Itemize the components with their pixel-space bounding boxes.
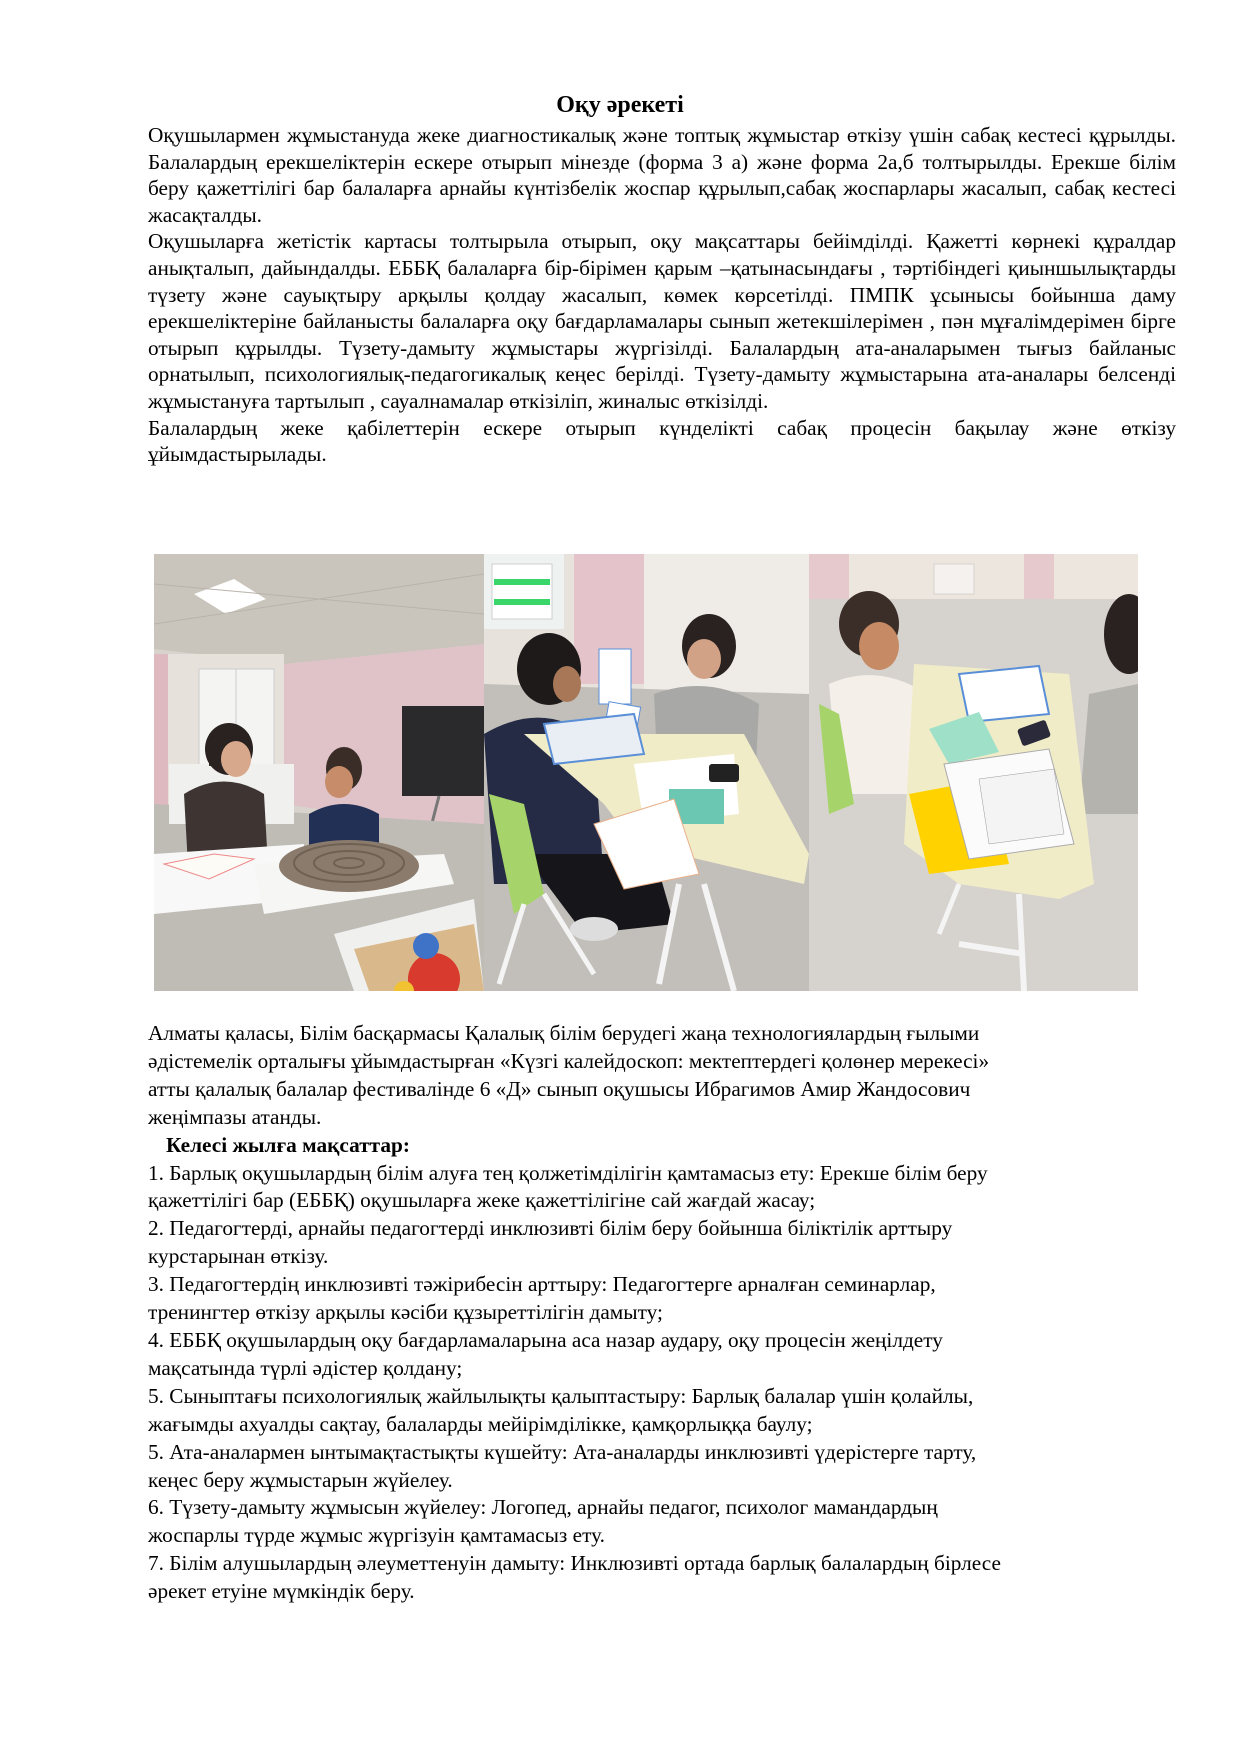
goal-line: әрекет етуіне мүмкіндік беру. — [148, 1579, 415, 1604]
goal-line: 4. ЕББҚ оқушылардың оқу бағдарламаларына аса назар аудару, оқу процесін жеңілдету — [148, 1327, 943, 1352]
achievement-line: атты қалалық балалар фестивалінде 6 «Д» сынып оқушысы Ибрагимов Амир Жандосович — [148, 1076, 971, 1101]
photo-boy-working-with-papers — [809, 554, 1138, 991]
paragraph: Балалардың жеке қабілеттерін ескере отырып күнделікті сабақ процесін бақылау және өткізу ұйымдастырылады. — [148, 415, 1176, 467]
goal-line: жоспарлы түрде жұмыс жүргізуін қамтамасыз ету. — [148, 1523, 605, 1548]
goal-line: 7. Білім алушылардың әлеуметтенуін дамыту: Инклюзивті ортада барлық балалардың бірлесе — [148, 1551, 1001, 1576]
paragraph: Оқушыларға жетістік картасы толтырыла отырып, оқу мақсаттары бейімділді. Қажетті көрнекі құралдар анықталып, дайындалды. ЕББҚ балаларға бір-бірімен қарым –қатынасындағы , тәртібіндегі қиыншылықтарды түзету және сауықтыру арқылы қолдау жасалып, көмек көрсетілді. ПМПК ұсынысы бойынша даму ерекшеліктеріне байланысты балаларға оқу бағдарламалары сынып жетекшілерімен , пән мұғалімдерімен бірге отырып құрылды. Түзету-дамыту жұмыстары жүргізілді. Балалардың ата-аналарымен тығыз байланыс орнатылып, психологиялық-педагогикалық кеңес берілді. Түзету-дамыту жұмыстарына ата-аналары белсенді жұмыстануға тартылып , сауалнамалар өткізіліп, жиналыс өткізілді. — [148, 229, 1176, 413]
goal-line: 3. Педагогтердің инклюзивті тәжірибесін арттыру: Педагогтерге арналған семинарлар, — [148, 1272, 936, 1297]
photo-collage — [154, 554, 1138, 991]
goals-heading: Келесі жылға мақсаттар: — [166, 1132, 410, 1157]
section-activity-text — [148, 122, 1176, 468]
achievement-line: әдістемелік орталығы ұйымдастырған «Күзгі калейдоскоп: мектептердегі қолөнер мерекесі» — [148, 1048, 990, 1073]
photo-teacher-with-card — [484, 554, 809, 991]
achievement-line: Алматы қаласы, Білім басқармасы Қалалық білім берудегі жаңа технологиялардың ғылыми — [148, 1021, 980, 1045]
goal-line: 5. Ата-аналармен ынтымақтастықты күшейту: Ата-аналарды инклюзивті үдерістерге тарту, — [148, 1439, 977, 1464]
section-achievements-and-goals — [148, 1020, 1188, 1606]
goal-line: 5. Сыныптағы психологиялық жайлылықты қалыптастыру: Барлық балалар үшін қолайлы, — [148, 1383, 974, 1408]
paragraph: Оқушылармен жұмыстануда жеке диагностикалық және топтық жұмыстар өткізу үшін сабақ кестесі құрылды. Балалардың ерекшеліктерін ескере отырып мінезде (форма 3 а) және форма 2а,б толтырылды. Ерекше білім беру қажеттілігі бар балаларға арнайы күнтізбелік жоспар құрылып,сабақ жоспарлары жасалып, сабақ кестесі жасақталды. — [148, 123, 1176, 227]
goal-line: тренингтер өткізу арқылы кәсіби құзыреттілігін дамыту; — [148, 1300, 663, 1325]
page-title: Оқу әрекеті — [556, 92, 684, 118]
goal-line: курстарынан өткізу. — [148, 1244, 329, 1269]
achievement-line: жеңімпазы атанды. — [148, 1104, 322, 1129]
goal-line: мақсатында түрлі әдістер қолдану; — [148, 1355, 463, 1380]
goal-line: 2. Педагогтерді, арнайы педагогтерді инклюзивті білім беру бойынша біліктілік арттыру — [148, 1216, 953, 1241]
goal-line: жағымды ахуалды сақтау, балаларды мейірімділікке, қамқорлыққа баулу; — [148, 1411, 813, 1436]
goal-line: 6. Түзету-дамыту жұмысын жүйелеу: Логопед, арнайы педагог, психолог мамандардың — [148, 1495, 938, 1520]
goal-line: 1. Барлық оқушылардың білім алуға тең қолжетімділігін қамтамасыз ету: Ерекше білім беру — [148, 1160, 988, 1185]
goal-line: қажеттілігі бар (ЕББҚ) оқушыларға жеке қажеттілігіне сай жағдай жасау; — [148, 1188, 816, 1213]
goal-line: кеңес беру жұмыстарын жүйелеу. — [148, 1467, 453, 1492]
photo-teacher-and-boy — [154, 554, 484, 991]
